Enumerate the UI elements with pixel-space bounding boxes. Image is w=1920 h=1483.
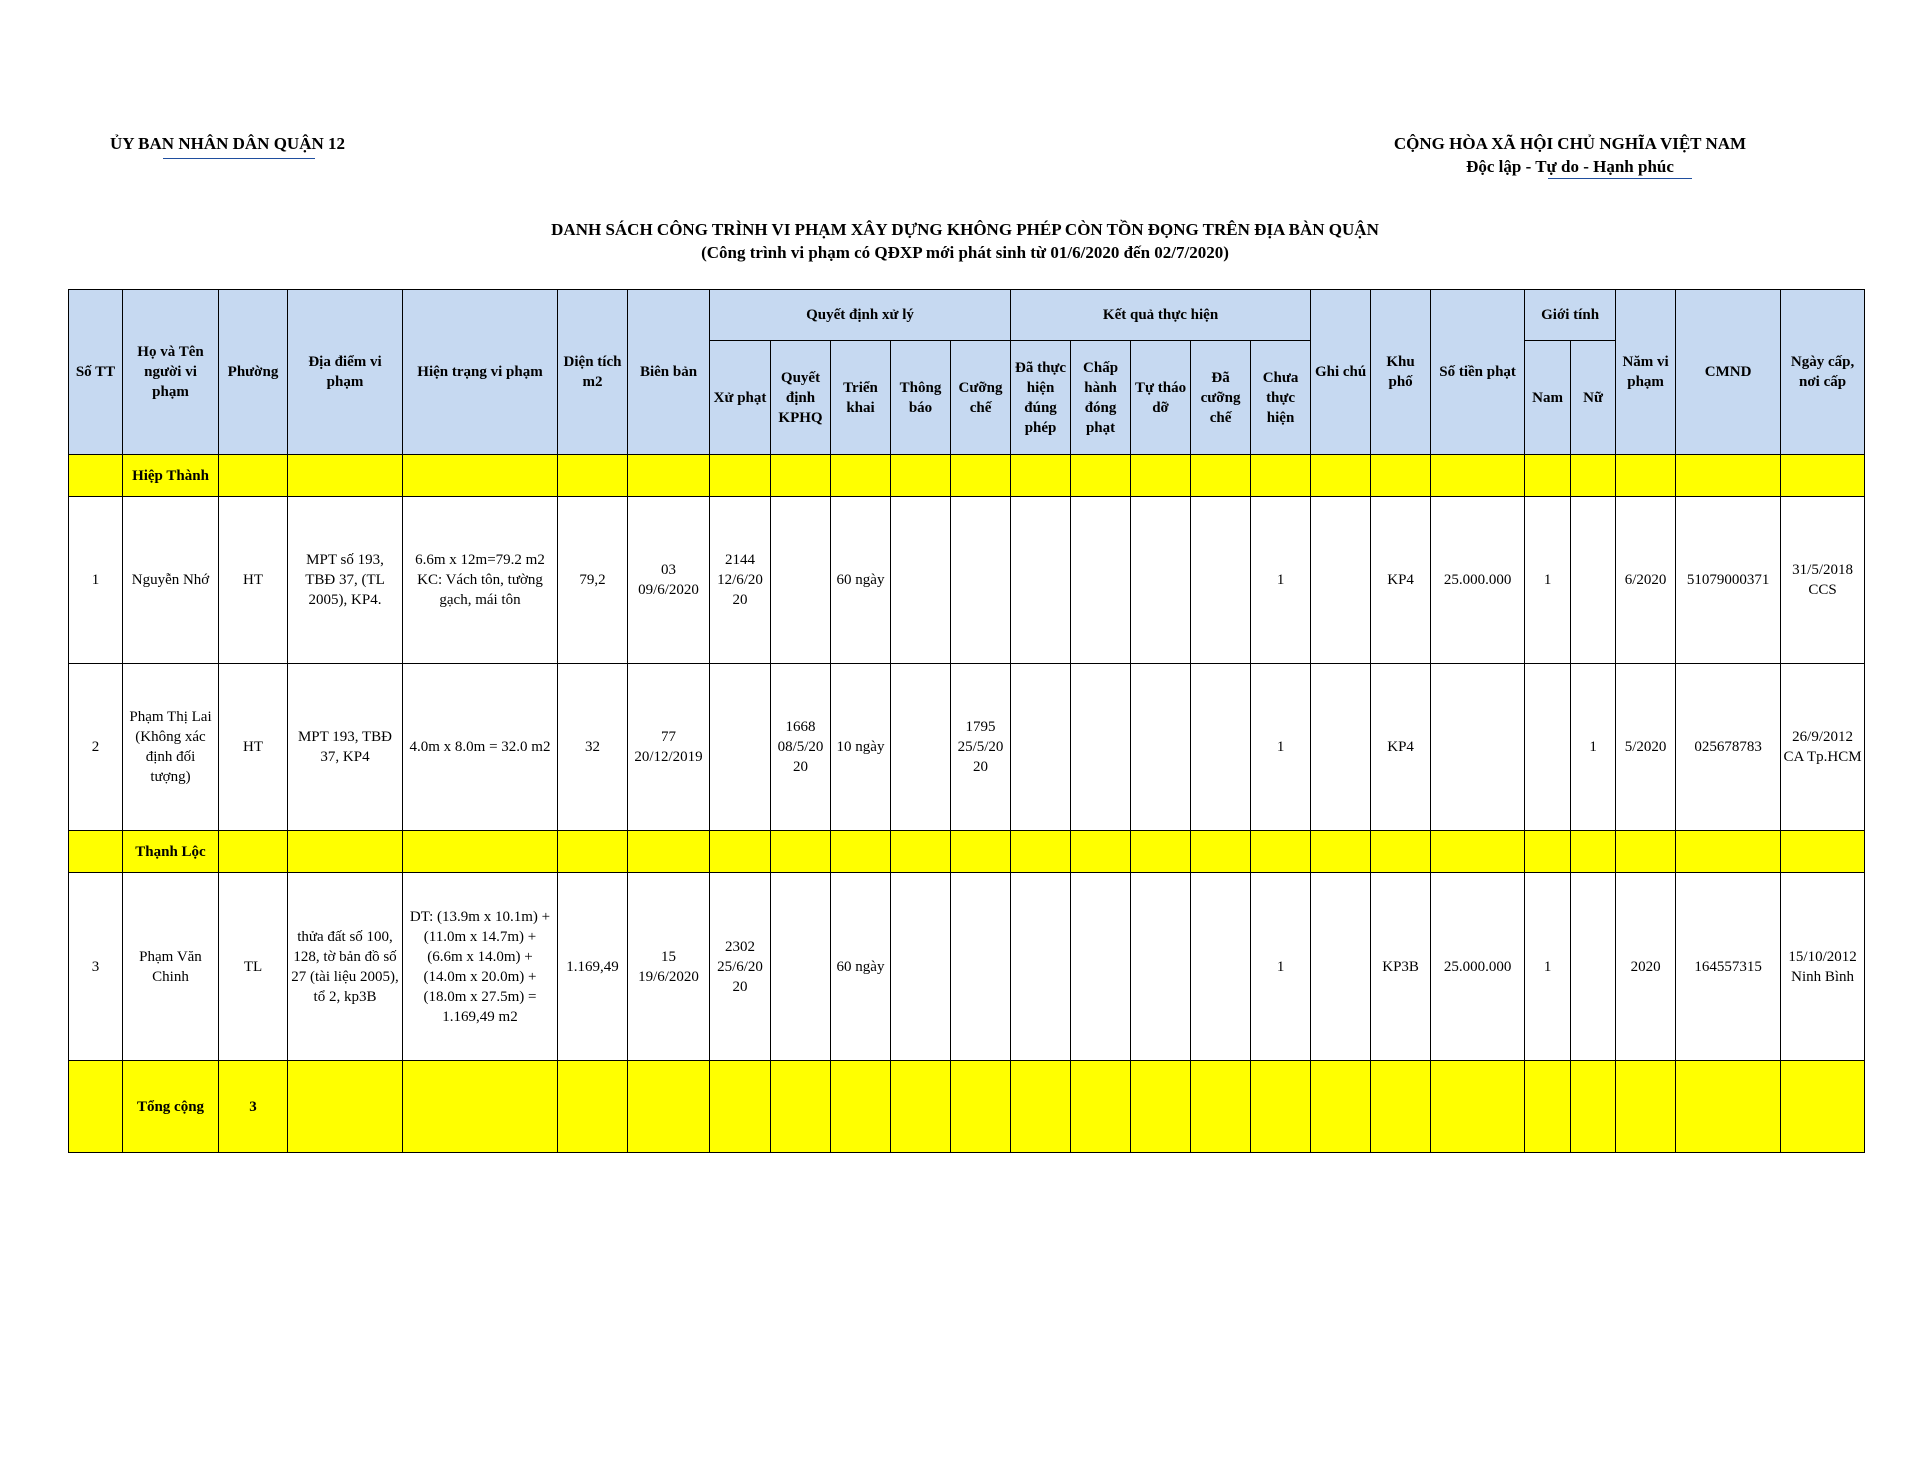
country-name: CỘNG HÒA XÃ HỘI CHỦ NGHĨA VIỆT NAM (1393, 134, 1747, 153)
cell-so-tien (1431, 664, 1525, 831)
col-thong-bao: Thông báo (891, 341, 951, 455)
cell-stt: 3 (69, 873, 123, 1061)
cell-minutes: 77 20/12/2019 (628, 664, 710, 831)
motto-underline (1548, 178, 1692, 179)
cell-area: 1.169,49 (558, 873, 628, 1061)
col-tu-thao: Tự tháo dỡ (1131, 341, 1191, 455)
cell-ward: HT (219, 497, 288, 664)
col-nu: Nữ (1571, 341, 1616, 455)
cell-status: 4.0m x 8.0m = 32.0 m2 (403, 664, 558, 831)
cell-kphq (771, 873, 831, 1061)
col-name: Họ và Tên người vi phạm (123, 290, 219, 455)
cell-nam-vi-pham: 6/2020 (1616, 497, 1676, 664)
col-trien-khai: Triển khai (831, 341, 891, 455)
col-khu-pho: Khu phố (1371, 290, 1431, 455)
table-row (69, 497, 1865, 664)
cell-thong-bao (891, 873, 951, 1061)
section-name: Hiệp Thành (123, 455, 219, 497)
cell-tu-thao (1131, 497, 1191, 664)
cell-nu: 1 (1571, 664, 1616, 831)
cell-chap-hanh (1071, 497, 1131, 664)
cell-cmnd: 025678783 (1676, 664, 1781, 831)
col-chap-hanh: Chấp hành đóng phạt (1071, 341, 1131, 455)
violations-table (68, 289, 1865, 1153)
col-stt: Số TT (69, 290, 123, 455)
section-name: Thạnh Lộc (123, 831, 219, 873)
cell-chua-thuc-hien: 1 (1251, 497, 1311, 664)
cell-nam-vi-pham: 2020 (1616, 873, 1676, 1061)
cell-ward: HT (219, 664, 288, 831)
cell-cuong-che (951, 497, 1011, 664)
issuing-authority: ỦY BAN NHÂN DÂN QUẬN 12 (110, 134, 346, 153)
cell-khu-pho: KP4 (1371, 497, 1431, 664)
cell-khu-pho: KP4 (1371, 664, 1431, 831)
col-cmnd: CMND (1676, 290, 1781, 455)
cell-so-tien: 25.000.000 (1431, 497, 1525, 664)
title-line-2: (Công trình vi phạm có QĐXP mới phát sinh từ 01/6/2020 đến 02/7/2020) (701, 243, 1229, 262)
col-group-result: Kết quả thực hiện (1011, 290, 1311, 341)
cell-area: 79,2 (558, 497, 628, 664)
cell-da-thuc-hien (1011, 664, 1071, 831)
cell-name: Phạm Thị Lai (Không xác định đối tượng) (123, 664, 219, 831)
cell-da-cuong-che (1191, 873, 1251, 1061)
cell-nu (1571, 873, 1616, 1061)
cell-name: Nguyễn Nhớ (123, 497, 219, 664)
cell-cuong-che (951, 873, 1011, 1061)
col-cuong-che: Cưỡng chế (951, 341, 1011, 455)
cell-chap-hanh (1071, 664, 1131, 831)
cell-nam-vi-pham: 5/2020 (1616, 664, 1676, 831)
cell-nam (1525, 664, 1571, 831)
col-group-gender: Giới tính (1525, 290, 1616, 341)
cell-so-tien: 25.000.000 (1431, 873, 1525, 1061)
cell-minutes: 15 19/6/2020 (628, 873, 710, 1061)
cell-tu-thao (1131, 873, 1191, 1061)
national-motto (1330, 132, 1810, 178)
col-area: Diện tích m2 (558, 290, 628, 455)
cell-nu (1571, 497, 1616, 664)
cell-chua-thuc-hien: 1 (1251, 873, 1311, 1061)
cell-da-thuc-hien (1011, 873, 1071, 1061)
cell-area: 32 (558, 664, 628, 831)
table-row (69, 664, 1865, 831)
cell-thong-bao (891, 664, 951, 831)
cell-trien-khai: 60 ngày (831, 497, 891, 664)
cell-da-thuc-hien (1011, 497, 1071, 664)
cell-cuong-che: 1795 25/5/20 20 (951, 664, 1011, 831)
col-ngay-cap: Ngày cấp, nơi cấp (1781, 290, 1865, 455)
cell-location: MPT 193, TBĐ 37, KP4 (288, 664, 403, 831)
cell-trien-khai: 60 ngày (831, 873, 891, 1061)
cell-ngay-cap: 26/9/2012 CA Tp.HCM (1781, 664, 1865, 831)
document-title (0, 218, 1920, 264)
col-nam-vi-pham: Năm vi phạm (1616, 290, 1676, 455)
cell-ward: TL (219, 873, 288, 1061)
cell-minutes: 03 09/6/2020 (628, 497, 710, 664)
cell-xu-phat: 2302 25/6/20 20 (710, 873, 771, 1061)
cell-kphq: 1668 08/5/20 20 (771, 664, 831, 831)
cell-ngay-cap: 31/5/2018 CCS (1781, 497, 1865, 664)
cell-ngay-cap: 15/10/2012 Ninh Bình (1781, 873, 1865, 1061)
col-da-thuc-hien: Đã thực hiện đúng phép (1011, 341, 1071, 455)
col-ghi-chu: Ghi chú (1311, 290, 1371, 455)
total-row (69, 1061, 1865, 1153)
col-ward: Phường (219, 290, 288, 455)
cell-ghi-chu (1311, 497, 1371, 664)
col-status: Hiện trạng vi phạm (403, 290, 558, 455)
col-kphq: Quyết định KPHQ (771, 341, 831, 455)
cell-ghi-chu (1311, 664, 1371, 831)
cell-da-cuong-che (1191, 664, 1251, 831)
col-xu-phat: Xử phạt (710, 341, 771, 455)
motto: Độc lập - Tự do - Hạnh phúc (1466, 157, 1674, 176)
table-row (69, 873, 1865, 1061)
col-location: Địa điểm vi phạm (288, 290, 403, 455)
cell-status: DT: (13.9m x 10.1m) + (11.0m x 14.7m) + (6.6m x 14.0m) + (14.0m x 20.0m) + (18.0m x 27.5m) = 1.169,49 m2 (403, 873, 558, 1061)
section-row (69, 831, 1865, 873)
cell-stt: 2 (69, 664, 123, 831)
cell-ghi-chu (1311, 873, 1371, 1061)
col-da-cuong-che: Đã cưỡng chế (1191, 341, 1251, 455)
cell-tu-thao (1131, 664, 1191, 831)
authority-underline (163, 158, 315, 159)
total-value: 3 (219, 1061, 288, 1153)
cell-trien-khai: 10 ngày (831, 664, 891, 831)
cell-nam: 1 (1525, 873, 1571, 1061)
cell-khu-pho: KP3B (1371, 873, 1431, 1061)
cell-nam: 1 (1525, 497, 1571, 664)
cell-location: thửa đất số 100, 128, tờ bản đồ số 27 (tài liệu 2005), tổ 2, kp3B (288, 873, 403, 1061)
cell-xu-phat: 2144 12/6/20 20 (710, 497, 771, 664)
col-group-decision: Quyết định xử lý (710, 290, 1011, 341)
cell-location: MPT số 193, TBĐ 37, (TL 2005), KP4. (288, 497, 403, 664)
title-line-1: DANH SÁCH CÔNG TRÌNH VI PHẠM XÂY DỰNG KHÔNG PHÉP CÒN TỒN ĐỌNG TRÊN ĐỊA BÀN QUẬN (551, 220, 1379, 239)
cell-cmnd: 164557315 (1676, 873, 1781, 1061)
cell-name: Phạm Văn Chinh (123, 873, 219, 1061)
cell-chua-thuc-hien: 1 (1251, 664, 1311, 831)
cell-da-cuong-che (1191, 497, 1251, 664)
cell-cmnd: 51079000371 (1676, 497, 1781, 664)
col-minutes: Biên bản (628, 290, 710, 455)
section-row (69, 455, 1865, 497)
col-nam: Nam (1525, 341, 1571, 455)
cell-thong-bao (891, 497, 951, 664)
cell-chap-hanh (1071, 873, 1131, 1061)
col-so-tien: Số tiền phạt (1431, 290, 1525, 455)
cell-status: 6.6m x 12m=79.2 m2 KC: Vách tôn, tường gạch, mái tôn (403, 497, 558, 664)
total-label: Tổng cộng (123, 1061, 219, 1153)
cell-kphq (771, 497, 831, 664)
cell-xu-phat (710, 664, 771, 831)
cell-stt: 1 (69, 497, 123, 664)
col-chua-thuc-hien: Chưa thực hiện (1251, 341, 1311, 455)
